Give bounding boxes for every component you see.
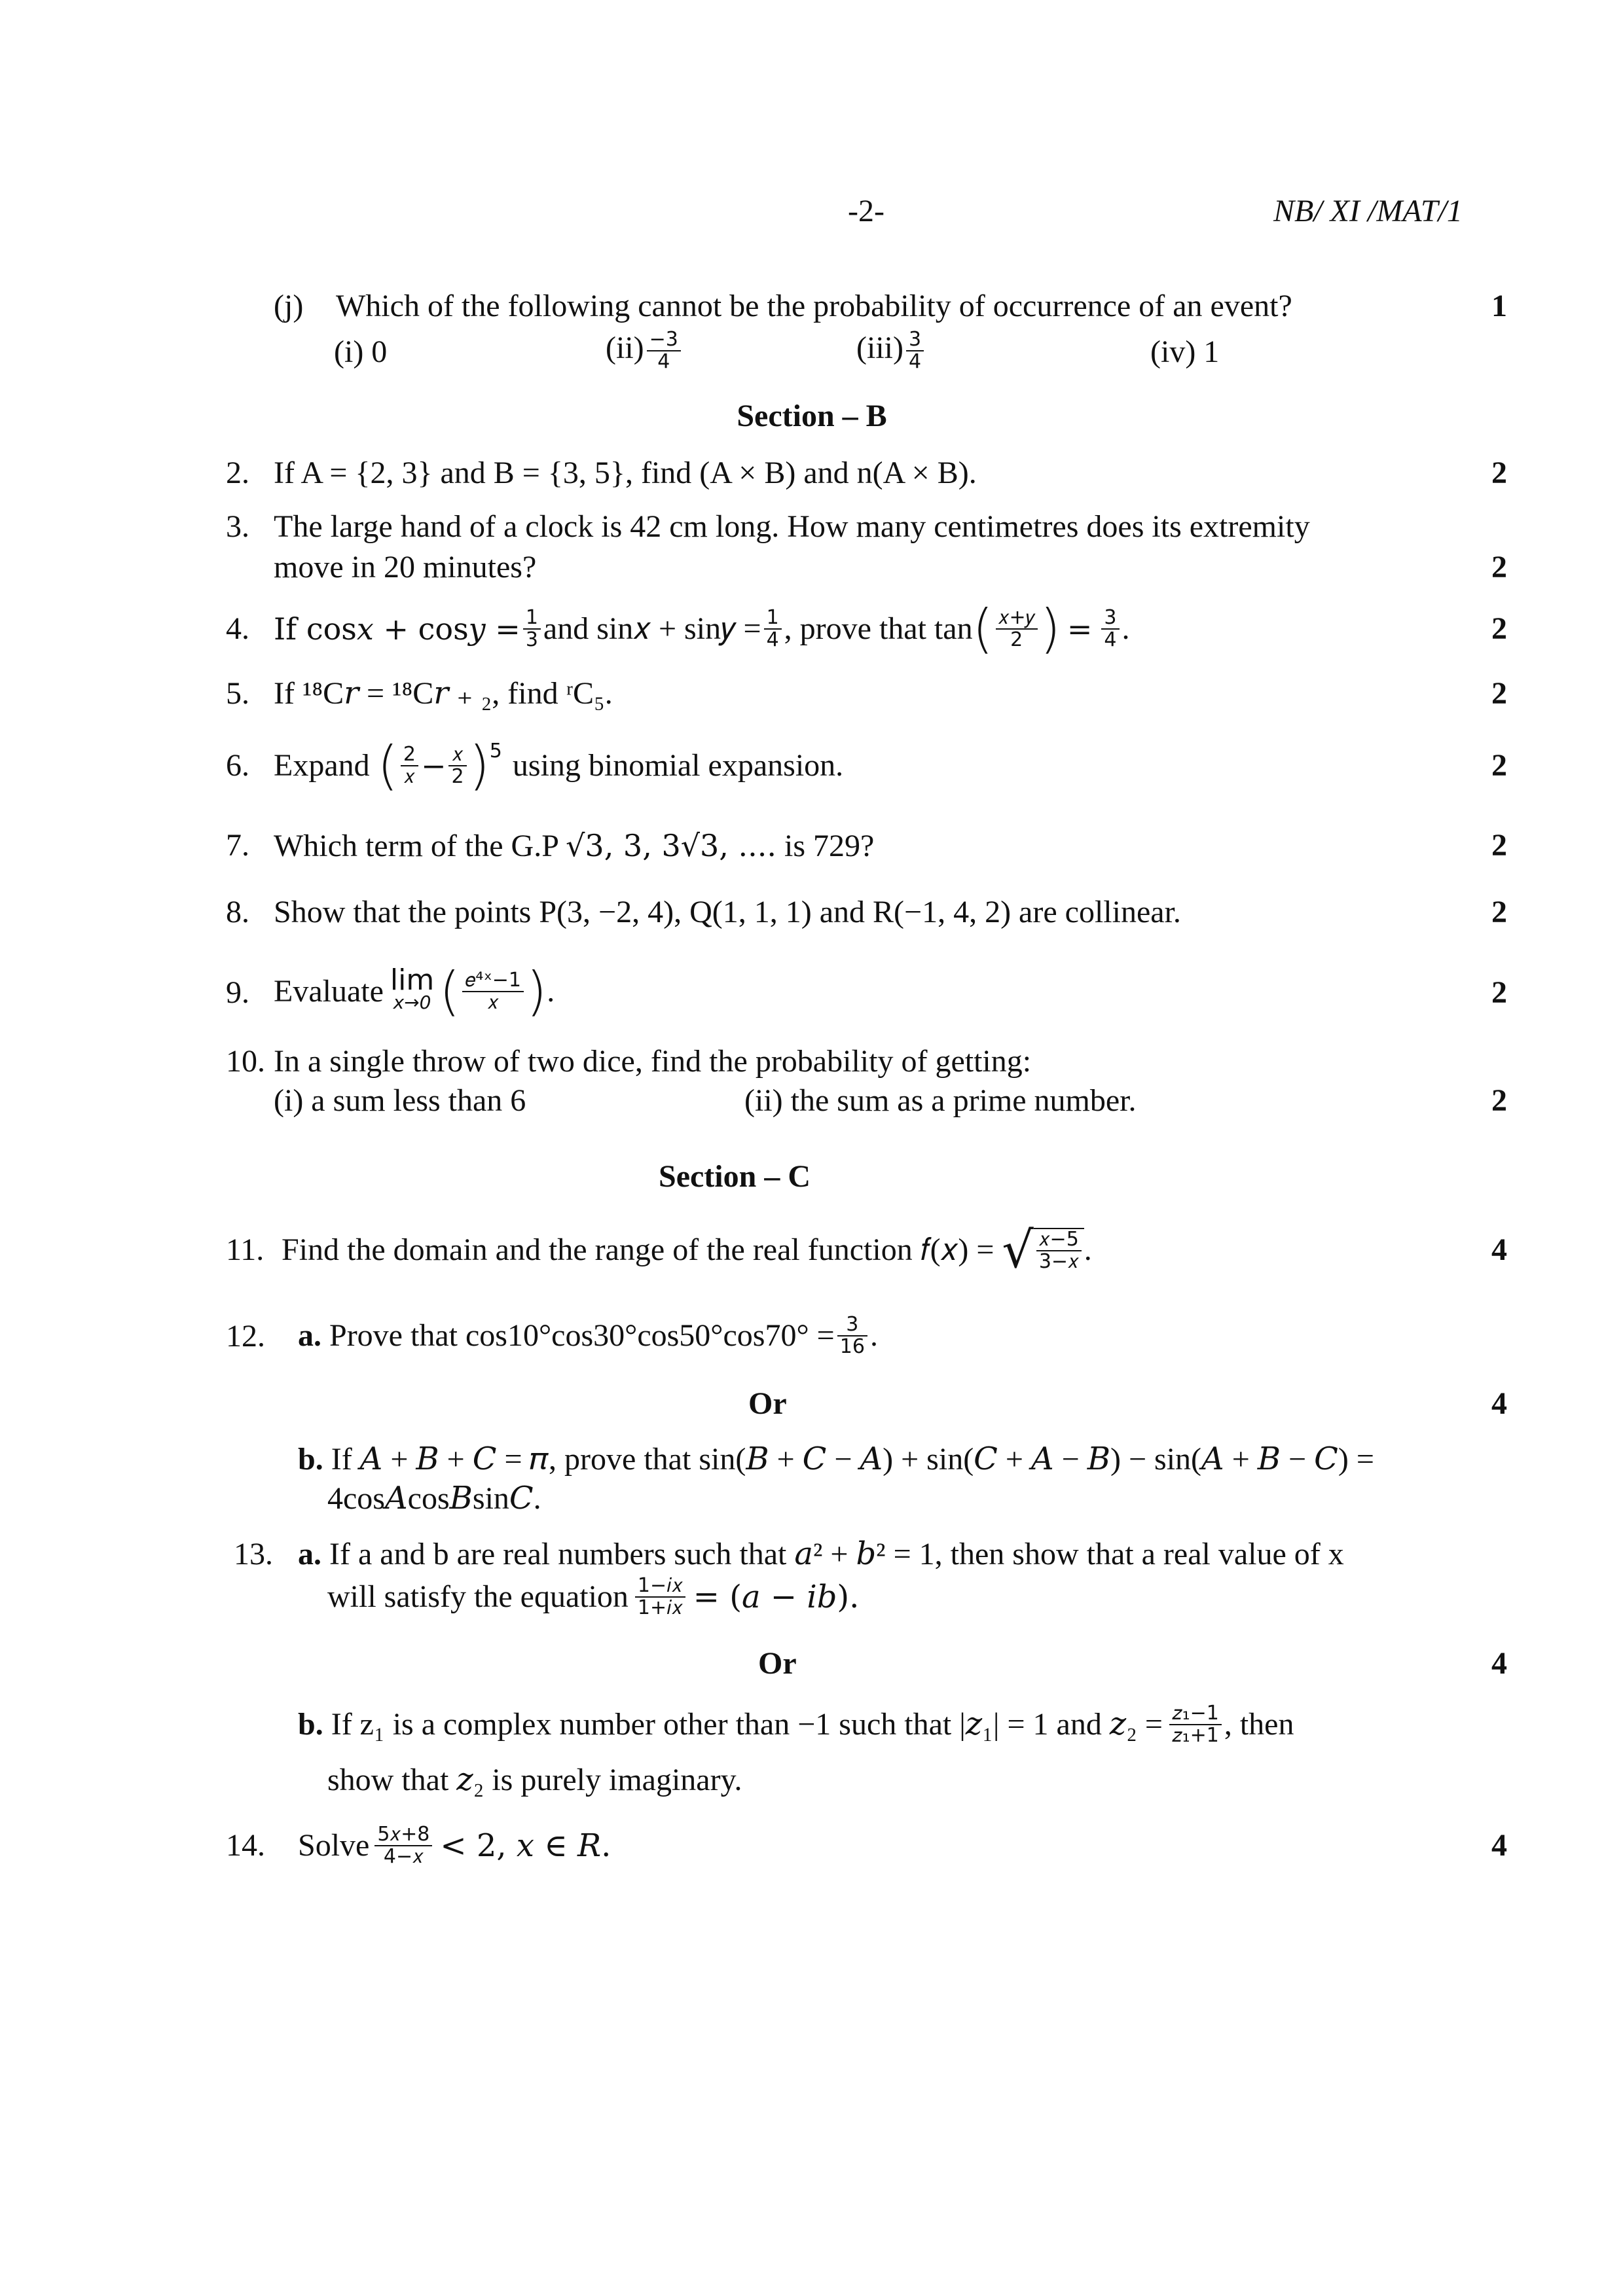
fraction-numerator: 2 [401, 744, 418, 766]
q2-marks: 2 [1491, 456, 1507, 490]
q12-number: 12. [226, 1319, 265, 1354]
q11-marks: 4 [1491, 1232, 1507, 1267]
q8-text: Show that the points P(3, −2, 4), Q(1, 1, 1) and R(−1, 4, 2) are collinear. [274, 895, 1181, 929]
q3-line2: move in 20 minutes? [274, 550, 537, 584]
fraction-denominator: 2 [451, 765, 464, 788]
q1j-option-ii [606, 329, 684, 372]
q12-part-b [298, 1440, 1374, 1479]
q4-marks: 2 [1491, 611, 1507, 646]
fraction-numerator: 𝑥−5 [1036, 1229, 1082, 1251]
fraction-denominator: 2 [1010, 628, 1023, 651]
fraction-denominator: 4 [657, 350, 670, 373]
q14-number: 14. [226, 1828, 265, 1863]
q13-a-fraction [635, 1575, 685, 1619]
fraction-denominator: 𝑥 [487, 991, 499, 1014]
fraction-denominator: 4 [1104, 628, 1117, 651]
right-paren: ) [526, 961, 547, 1022]
page-number: -2- [848, 194, 884, 228]
q13-or: Or [758, 1646, 797, 1681]
fraction-numerator: 𝑒⁴ˣ−1 [462, 970, 524, 992]
q1j-marks: 1 [1491, 289, 1507, 323]
right-paren: ) [1040, 598, 1061, 659]
fraction-denominator: 3 [525, 628, 538, 651]
q7-number: 7. [226, 828, 249, 863]
q6-text-b: using binomial expansion. [512, 748, 844, 783]
q6-number: 6. [226, 748, 249, 783]
q2-text: If A = {2, 3} and B = {3, 5}, find (A × B) and n(A × B). [274, 456, 977, 490]
q12-a-end: . [869, 1318, 878, 1353]
q6-text-a: Expand [274, 748, 370, 783]
q1j-text: Which of the following cannot be the probability of occurrence of an event? [336, 289, 1292, 323]
q1j-option-iv: (iv) 1 [1150, 334, 1220, 369]
q6-minus: − [420, 748, 447, 783]
fraction-denominator: 4−𝑥 [383, 1845, 424, 1868]
fraction-denominator: 3−𝑥 [1038, 1250, 1079, 1274]
fraction-denominator: 4 [908, 350, 922, 373]
q3-marks: 2 [1491, 550, 1507, 584]
q6-fraction-2 [448, 744, 466, 787]
q4-text-b: and sin𝑥 + sin𝑦 = [543, 611, 761, 646]
q6-fraction-1 [401, 744, 418, 787]
q12-b-label: b. [298, 1442, 323, 1477]
q4-text-d: = [1067, 611, 1093, 647]
q12-marks: 4 [1491, 1386, 1507, 1421]
q10-marks: 2 [1491, 1083, 1507, 1118]
fraction-numerator: 𝑥 [448, 744, 466, 766]
q13-b-line1-b: , then [1224, 1707, 1294, 1742]
q13-b-line2: show that 𝑧₂ is purely imaginary. [327, 1763, 742, 1797]
q7-marks: 2 [1491, 828, 1507, 863]
square-root [1002, 1221, 1084, 1279]
q11-number: 11. [226, 1232, 264, 1267]
q7-text-b: is 729? [784, 829, 875, 863]
q12-or: Or [748, 1386, 787, 1421]
q12-b-line1: If 𝐴 + 𝐵 + 𝐶 = 𝜋, prove that sin(𝐵 + 𝐶 − 𝐴) + sin(𝐶 + 𝐴 − 𝐵) − sin(𝐴 + 𝐵 − 𝐶) = [331, 1442, 1374, 1477]
q13-number: 13. [234, 1537, 273, 1571]
q7-sequence: √3, 3, 3√3, .... [566, 828, 777, 863]
q9-marks: 2 [1491, 975, 1507, 1010]
radicand [1034, 1228, 1084, 1273]
q1j-option-i: (i) 0 [334, 334, 388, 369]
q14-body [298, 1813, 611, 1878]
q7-body [274, 826, 874, 866]
q4-body [274, 598, 1130, 659]
q13-b-line1-a: If z₁ is a complex number other than −1 such that |𝑧₁| = 1 and 𝑧₂ = [331, 1707, 1163, 1742]
q5-text: If ¹⁸C𝑟 = ¹⁸C𝑟 ₊ ₂, find ʳC₅. [274, 676, 613, 711]
left-paren: ( [377, 735, 398, 796]
q9-fraction [462, 970, 524, 1013]
q1j-option-ii-fraction [647, 329, 681, 372]
fraction-numerator: 1 [523, 607, 541, 630]
fraction-numerator: 𝑥+𝑦 [996, 607, 1038, 630]
q4-fraction-1 [523, 607, 541, 651]
q1j-option-iii [856, 329, 926, 372]
q7-text-a: Which term of the G.P [274, 829, 558, 863]
q6-power: 5 [489, 740, 502, 762]
fraction-numerator: 1−𝑖𝑥 [635, 1575, 685, 1598]
q2-number: 2. [226, 456, 249, 490]
q4-fraction-3 [996, 607, 1038, 651]
paper-code: NB/ XI /MAT/1 [1273, 194, 1463, 228]
q12-a-label: a. [298, 1318, 321, 1353]
q4-fraction-2 [764, 607, 782, 651]
q6-marks: 2 [1491, 748, 1507, 783]
q11-text-b: . [1084, 1232, 1092, 1267]
q4-text-e: . [1122, 611, 1130, 646]
q3-line1: The large hand of a clock is 42 cm long. How many centimetres does its extremity [274, 509, 1310, 544]
fraction-denominator: 𝑥 [404, 765, 415, 788]
q13-a-label: a. [298, 1537, 321, 1571]
q13-a-line2 [327, 1568, 859, 1626]
q4-fraction-4 [1101, 607, 1119, 651]
fraction-numerator: 3 [837, 1314, 867, 1336]
q6-body [274, 726, 843, 805]
q1j-label: (j) [274, 289, 304, 323]
q1j-option-iii-fraction [906, 329, 924, 372]
q12-b-line2: 4cos𝐴cos𝐵sin𝐶. [327, 1481, 541, 1516]
q9-limit [390, 963, 435, 1014]
fraction-numerator: 3 [1101, 607, 1119, 630]
q14-text-a: Solve [298, 1828, 370, 1863]
q11-body [282, 1211, 1092, 1289]
fraction-denominator: 16 [839, 1335, 865, 1358]
q10-number: 10. [226, 1044, 265, 1079]
q8-number: 8. [226, 895, 249, 929]
left-paren: ( [972, 598, 993, 659]
q13-marks: 4 [1491, 1646, 1507, 1681]
fraction-denominator: 𝑧₁+1 [1171, 1724, 1219, 1747]
q13-b-label: b. [298, 1707, 323, 1742]
q9-number: 9. [226, 975, 249, 1010]
fraction-numerator: 3 [906, 329, 924, 351]
q5-number: 5. [226, 676, 249, 711]
fraction-numerator: 𝑧₁−1 [1169, 1703, 1222, 1725]
q5-marks: 2 [1491, 676, 1507, 711]
section-b-title: Section – B [737, 399, 887, 433]
fraction-denominator: 1+𝑖𝑥 [637, 1596, 683, 1619]
q14-marks: 4 [1491, 1828, 1507, 1863]
q12-a-text: Prove that cos10°cos30°cos50°cos70° = [329, 1318, 835, 1353]
q1j-option-iii-label: (iii) [856, 331, 903, 365]
q11-fraction [1036, 1229, 1082, 1272]
q11-text-a: Find the domain and the range of the real function 𝑓(𝑥) = [282, 1232, 994, 1267]
q12-part-a [298, 1306, 878, 1366]
fraction-denominator: 4 [766, 628, 779, 651]
q13-a-line2-b: = (𝑎 − 𝑖𝑏). [693, 1579, 860, 1615]
radical-sign: √ [1002, 1221, 1034, 1279]
fraction-numerator: 1 [764, 607, 782, 630]
right-paren: ) [469, 735, 490, 796]
q13-a-line2-a: will satisfy the equation [327, 1579, 629, 1614]
q14-fraction [374, 1824, 432, 1867]
q10-line1: In a single throw of two dice, find the probability of getting: [274, 1044, 1032, 1079]
q12-a-fraction [837, 1314, 867, 1357]
q10-part-i: (i) a sum less than 6 [274, 1083, 526, 1118]
q8-marks: 2 [1491, 895, 1507, 929]
limit-subscript: x→0 [393, 992, 431, 1013]
q10-part-ii: (ii) the sum as a prime number. [744, 1083, 1137, 1118]
limit-word: lim [390, 963, 435, 997]
q1j-option-ii-label: (ii) [606, 331, 644, 365]
fraction-numerator: −3 [647, 329, 681, 351]
q14-text-b: < 2, 𝑥 ∈ 𝑅. [440, 1827, 611, 1864]
fraction-numerator: 5𝑥+8 [374, 1824, 432, 1846]
q3-number: 3. [226, 509, 249, 544]
q4-number: 4. [226, 611, 249, 646]
q9-text-a: Evaluate [274, 974, 384, 1009]
q13-part-b [298, 1695, 1294, 1754]
q4-text-a: If cos𝑥 + cos𝑦 = [274, 611, 520, 647]
left-paren: ( [439, 961, 460, 1022]
q4-text-c: , prove that tan [784, 611, 973, 646]
q9-body [274, 956, 555, 1028]
q13-b-fraction [1169, 1703, 1222, 1746]
q13-a-line1: If a and b are real numbers such that 𝑎² + 𝑏² = 1, then show that a real value of x [329, 1537, 1344, 1571]
q9-text-b: . [547, 974, 555, 1009]
section-c-title: Section – C [659, 1159, 811, 1194]
